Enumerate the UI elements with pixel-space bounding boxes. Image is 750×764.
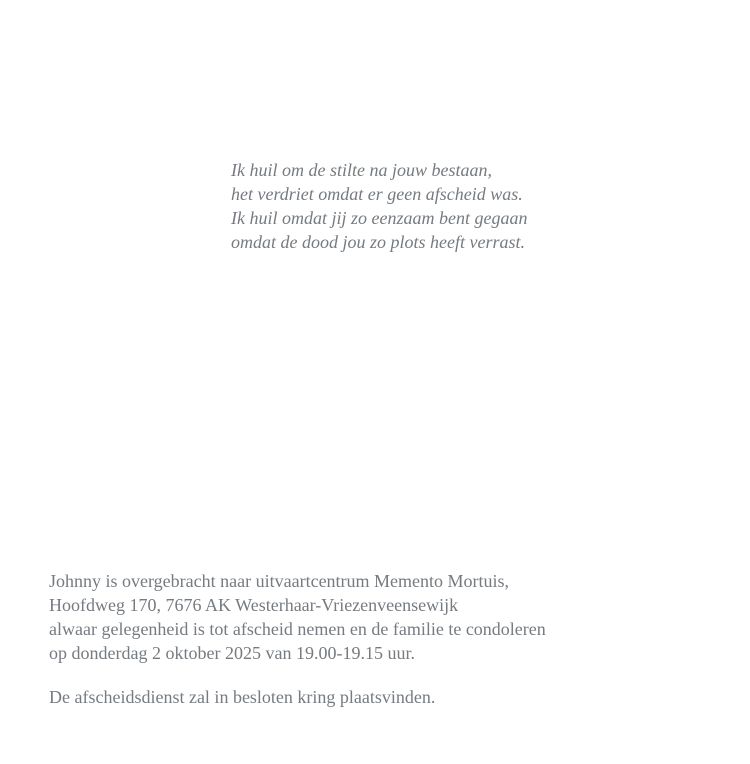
notice-line: Hoofdweg 170, 7676 AK Westerhaar-Vriezenveensewijk — [49, 595, 459, 615]
notice-line: op donderdag 2 oktober 2025 van 19.00-19.15 uur. — [49, 643, 415, 663]
notice-line: alwaar gelegenheid is tot afscheid nemen en de familie te condoleren — [49, 619, 546, 639]
poem-block — [231, 158, 651, 254]
funeral-notice — [49, 569, 729, 709]
poem-line: het verdriet omdat er geen afscheid was. — [231, 184, 523, 204]
poem-line: Ik huil omdat jij zo eenzaam bent gegaan — [231, 208, 528, 228]
notice-line: Johnny is overgebracht naar uitvaartcentrum Memento Mortuis, — [49, 571, 510, 591]
poem-line: Ik huil om de stilte na jouw bestaan, — [231, 160, 492, 180]
poem-line: omdat de dood jou zo plots heeft verrast. — [231, 232, 525, 252]
notice-closing: De afscheidsdienst zal in besloten kring plaatsvinden. — [49, 687, 436, 707]
